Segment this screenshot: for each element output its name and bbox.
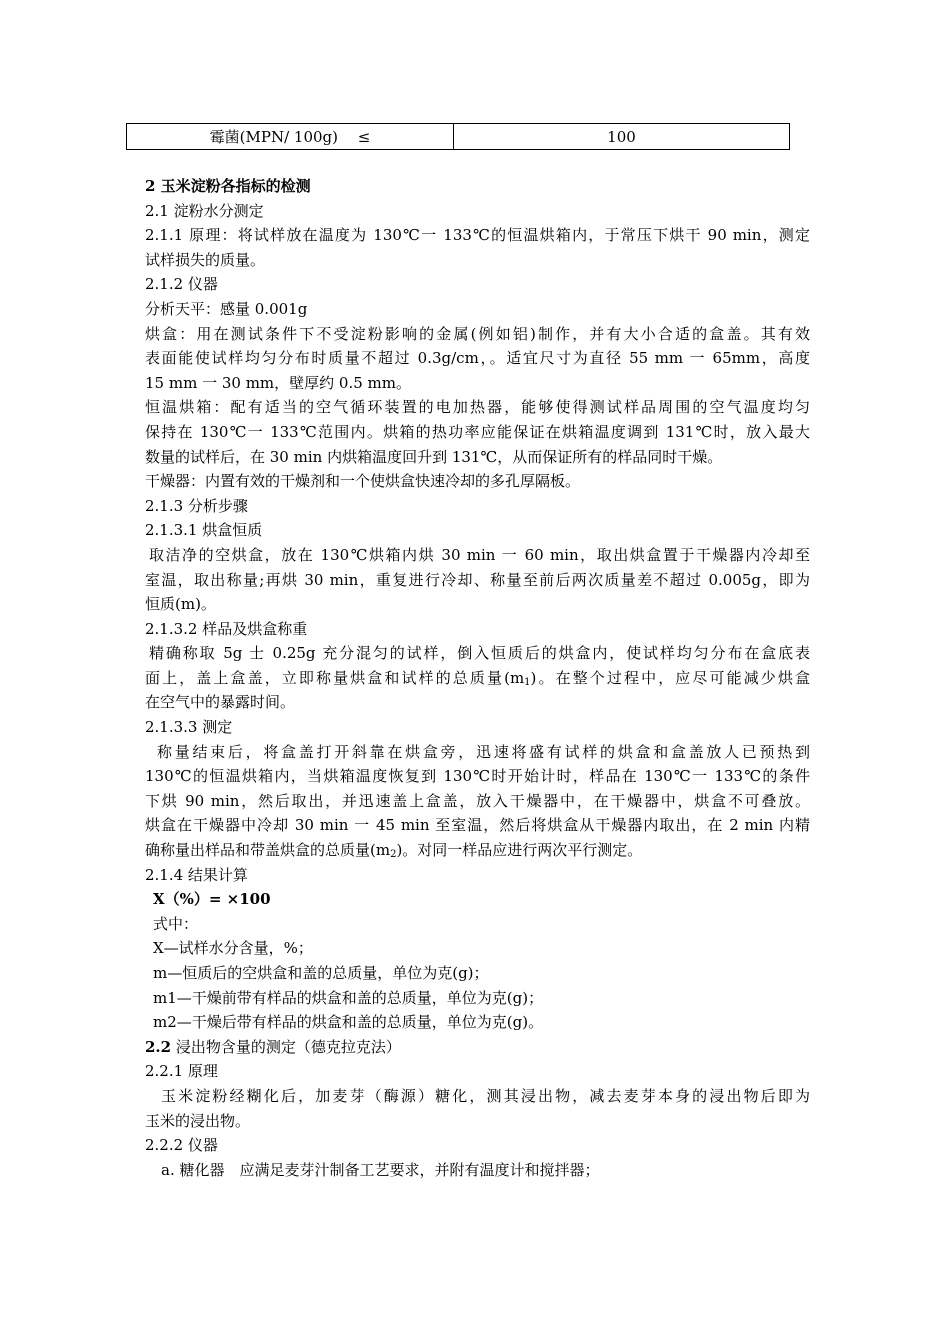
subscript: 1 bbox=[524, 676, 531, 688]
subsection-title: 2.2.2 仪器 bbox=[145, 1136, 218, 1155]
table-cell-value: 100 bbox=[454, 124, 790, 150]
paragraph-line: 下烘 90 min，然后取出，并迅速盖上盒盖，放入干燥器中，在干燥器中，烘盒不可叠放。 bbox=[145, 791, 810, 810]
subscript: 2 bbox=[390, 849, 397, 861]
variable-definition: m—恒质后的空烘盒和盖的总质量，单位为克(g)； bbox=[153, 964, 489, 982]
paragraph-line: 取洁净的空烘盒，放在 130℃烘箱内烘 30 min 一 60 min，取出烘盒置于干燥器内冷却至 bbox=[149, 545, 810, 564]
subsection-title: 2.1 淀粉水分测定 bbox=[145, 201, 264, 220]
text-run: )。在整个过程中，应尽可能减少烘盒 bbox=[530, 668, 810, 687]
subsection-title: 2.1.3.1 烘盒恒质 bbox=[145, 521, 263, 540]
paragraph-line: 数量的试样后，在 30 min 内烘箱温度回升到 131℃，从而保证所有的样品同时干燥。 bbox=[145, 447, 723, 466]
paragraph-line: 表面能使试样均匀分布时质量不超过 0.3g/cm，。适宜尺寸为直径 55 mm 一 65mm，高度 bbox=[145, 349, 810, 368]
paragraph-line: 称量结束后，将盒盖打开斜靠在烘盒旁，迅速将盛有试样的烘盒和盒盖放人已预热到 bbox=[157, 742, 810, 761]
paragraph-line: 试样损失的质量。 bbox=[145, 250, 266, 269]
variable-definition: m2—干燥后带有样品的烘盒和盖的总质量，单位为克(g)。 bbox=[153, 1013, 544, 1032]
paragraph-line bbox=[145, 666, 810, 691]
section-title-text: 浸出物含量的测定（德克拉克法） bbox=[171, 1037, 401, 1056]
paragraph-line: 2.1.1 原理：将试样放在温度为 130℃一 133℃的恒温烘箱内，于常压下烘干 90 min，测定 bbox=[145, 226, 810, 245]
paragraph-line: 精确称取 5g 士 0.25g 充分混匀的试样，倒入恒质后的烘盒内，使试样均匀分布在盒底表 bbox=[149, 644, 810, 663]
paragraph-line: 分析天平：感量 0.001g bbox=[145, 299, 308, 318]
formula: X（%）= ×100 bbox=[153, 890, 271, 909]
paragraph-line: 烘盒在干燥器中冷却 30 min 一 45 min 至室温，然后将烘盒从干燥器内取出，在 2 min 内精 bbox=[145, 816, 810, 835]
subsection-title: 2.1.3 分析步骤 bbox=[145, 496, 248, 515]
list-item: a. 糖化器 应满足麦芽汁制备工艺要求，并附有温度计和搅拌器； bbox=[161, 1160, 600, 1179]
paragraph-line: 干燥器：内置有效的干燥剂和一个使烘盒快速冷却的多孔厚隔板。 bbox=[145, 472, 581, 491]
subsection-title: 2.1.4 结果计算 bbox=[145, 865, 248, 884]
paragraph-line: 保持在 130℃一 133℃范围内。烘箱的热功率应能保证在烘箱温度调到 131℃时，放入最大 bbox=[145, 422, 810, 441]
paragraph-line: 式中： bbox=[153, 914, 199, 933]
section-heading: 2 玉米淀粉各指标的检测 bbox=[145, 177, 311, 195]
paragraph-line: 恒温烘箱：配有适当的空气循环装置的电加热器，能够使得测试样品周围的空气温度均匀 bbox=[145, 398, 810, 417]
paragraph-line bbox=[145, 838, 810, 863]
subsection-title: 2.1.3.2 样品及烘盒称重 bbox=[145, 619, 308, 638]
table-row bbox=[127, 124, 790, 150]
variable-definition: X—试样水分含量，%； bbox=[153, 939, 313, 958]
text-run: 面上，盖上盒盖，立即称量烘盒和试样的总质量(m bbox=[145, 668, 525, 687]
subsection-title: 2.1.2 仪器 bbox=[145, 275, 218, 294]
subsection-title: 2.2.1 原理 bbox=[145, 1062, 218, 1081]
paragraph-line: 在空气中的暴露时间。 bbox=[145, 693, 296, 712]
section-title bbox=[145, 1035, 810, 1060]
paragraph-line: 130℃的恒温烘箱内，当烘箱温度恢复到 130℃时开始计时，样品在 130℃一 133℃的条件 bbox=[145, 767, 810, 786]
section-number: 2.2 bbox=[145, 1037, 172, 1056]
paragraph-line: 恒质(m)。 bbox=[145, 595, 216, 614]
paragraph-line: 玉米的浸出物。 bbox=[145, 1111, 251, 1130]
text-run: 确称量出样品和带盖烘盒的总质量(m bbox=[145, 841, 391, 860]
paragraph-line: 玉米淀粉经糊化后，加麦芽（酶源）糖化，测其浸出物，减去麦芽本身的浸出物后即为 bbox=[161, 1086, 810, 1105]
document-body bbox=[145, 174, 810, 1182]
spec-table bbox=[126, 123, 790, 150]
table-cell-item: 霉菌(MPN/ 100g) ≤ bbox=[127, 124, 454, 150]
paragraph-line: 烘盒：用在测试条件下不受淀粉影响的金属(例如铝)制作，并有大小合适的盒盖。其有效 bbox=[145, 324, 810, 343]
paragraph-line: 15 mm 一 30 mm，壁厚约 0.5 mm。 bbox=[145, 373, 411, 392]
paragraph-line: 室温，取出称量;再烘 30 min，重复进行冷却、称量至前后两次质量差不超过 0.005g，即为 bbox=[145, 570, 810, 589]
subsection-title: 2.1.3.3 测定 bbox=[145, 718, 233, 737]
variable-definition: m1—干燥前带有样品的烘盒和盖的总质量，单位为克(g)； bbox=[153, 988, 544, 1007]
text-run: )。对同一样品应进行两次平行测定。 bbox=[396, 841, 643, 860]
